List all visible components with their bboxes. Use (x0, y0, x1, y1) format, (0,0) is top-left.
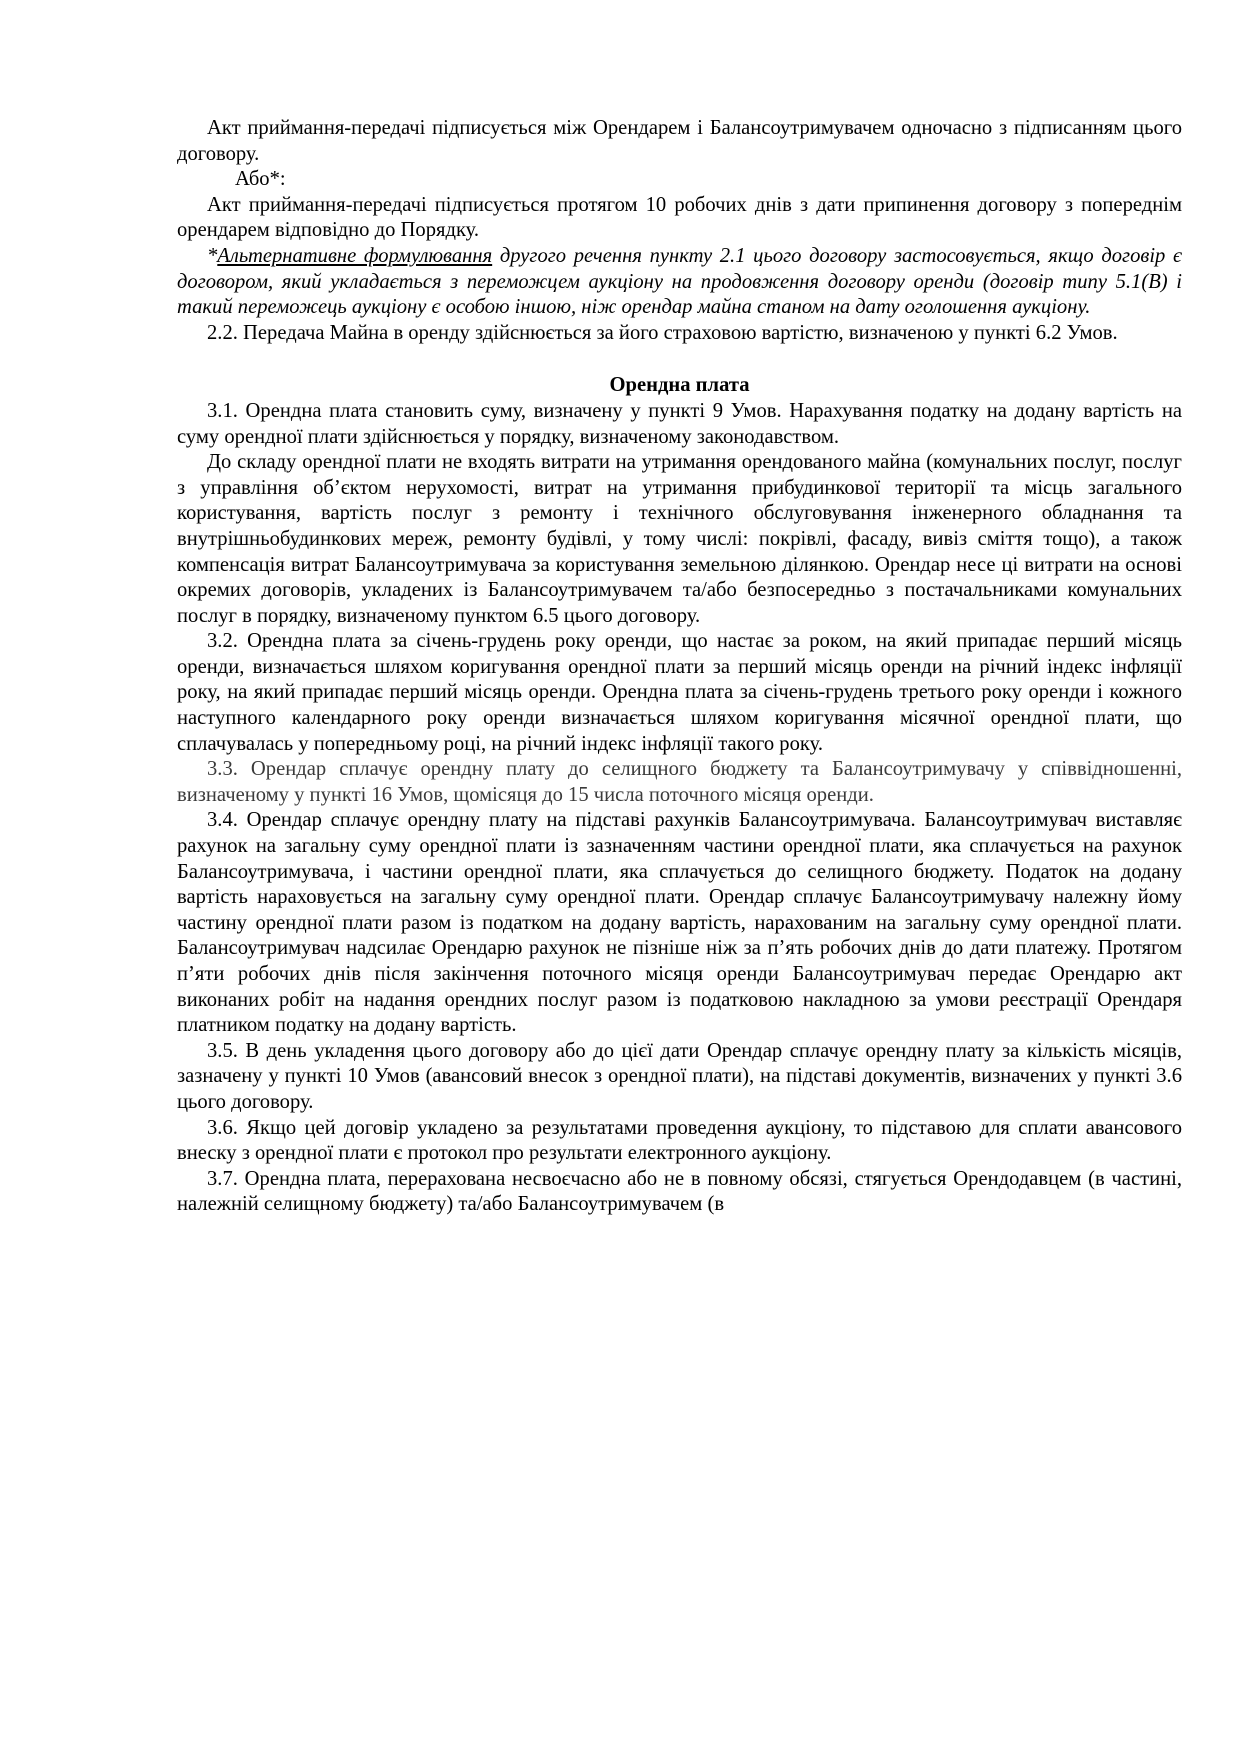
section-title-rent: Орендна плата (609, 374, 750, 397)
paragraph-3-5: 3.5. В день укладення цього договору або до цієї дати Орендар сплачує орендну плату за кількість місяців, зазначену у пункті 10 Умов (авансовий внесок з орендної плати), на підставі документів, визначених у пункті 3.6 цього договору. (177, 1039, 1182, 1113)
footnote-alternative-wording (177, 244, 1182, 321)
paragraph-3-4: 3.4. Орендар сплачує орендну плату на підставі рахунків Балансоутримувача. Балансоутримувач виставляє рахунок на загальну суму орендної плати із зазначенням частини орендної плати, яка сплачується на рахунок Балансоутримувача, і частини орендної плати, яка сплачується до селищного бюджету. Податок на додану вартість нараховується на загальну суму орендної плати. Орендар сплачує Балансоутримувачу належну йому частину орендної плати разом із податком на додану вартість, нарахованим на загальну суму орендної плати. Балансоутримувач надсилає Орендарю рахунок не пізніше ніж за п’ять робочих днів до дати платежу. Протягом п’яти робочих днів після закінчення поточного місяця оренди Балансоутримувач передає Орендарю акт виконаних робіт на надання орендних послуг разом із податковою накладною за умови реєстрації Орендаря платником податку на додану вартість. (177, 809, 1182, 1037)
footnote-star: * (207, 244, 218, 267)
paragraph-2-2: 2.2. Передача Майна в оренду здійснюється за його страховою вартістю, визначеною у пункті 6.2 Умов. (207, 321, 1118, 344)
paragraph-3-1-expenses: До складу орендної плати не входять витрати на утримання орендованого майна (комунальних послуг, послуг з управління об’єктом нерухомості, витрат на утримання прибудинкової території та місць загального користування, вартість послуг з ремонту і технічного обслуговування інженерного обладнання та внутрішньобудинкових мереж, ремонту будівлі, у тому числі: покрівлі, фасаду, вивіз сміття тощо), а також компенсація витрат Балансоутримувача за користування земельною ділянкою. Орендар несе ці витрати на основі окремих договорів, укладених із Балансоутримувачем та/або безпосередньо з постачальниками комунальних послуг в порядку, визначеному пунктом 6.5 цього договору. (177, 451, 1182, 627)
paragraph-3-3: 3.3. Орендар сплачує орендну плату до селищного бюджету та Балансоутримувачу у співвідношенні, визначеному у пункті 16 Умов, щомісяця до 15 числа поточного місяця оренди. (177, 758, 1182, 806)
paragraph-act-signing-simultaneous: Акт приймання-передачі підписується між Орендарем і Балансоутримувачем одночасно з підписанням цього договору. (177, 117, 1182, 165)
paragraph-3-1: 3.1. Орендна плата становить суму, визначену у пункті 9 Умов. Нарахування податку на додану вартість на суму орендної плати здійснюється у порядку, визначеному законодавством. (177, 399, 1182, 448)
document-page (177, 116, 1182, 1218)
footnote-text: другого речення пункту 2.1 цього договору застосовується, якщо договір є договором, який укладається з переможцем аукціону на продовження договору оренди (договір типу 5.1(В) і такий переможець аукціону є особою іншою, ніж орендар майна станом на дату оголошення аукціону. (177, 244, 1182, 319)
paragraph-3-7: 3.7. Орендна плата, перерахована несвоєчасно або не в повному обсязі, стягується Орендодавцем (в частині, належній селищному бюджету) та/або Балансоутримувачем (в (177, 1167, 1182, 1216)
paragraph-act-signing-10-days: Акт приймання-передачі підписується протягом 10 робочих днів з дати припинення договору з попереднім орендарем відповідно до Порядку. (177, 193, 1182, 242)
footnote-underlined-term: Альтернативне формулювання (217, 244, 493, 267)
paragraph-3-2: 3.2. Орендна плата за січень-грудень року оренди, що настає за роком, на який припадає перший місяць оренди, визначається шляхом коригування орендної плати за перший місяць оренди на річний індекс інфляції року, на який припадає перший місяць оренди. Орендна плата за січень-грудень третього року оренди і кожного наступного календарного року оренди визначається шляхом коригування місячної орендної плати, що сплачувалась у попередньому році, на річний індекс інфляції такого року. (177, 630, 1182, 755)
paragraph-or: Або*: (235, 168, 286, 191)
paragraph-3-6: 3.6. Якщо цей договір укладено за результатами проведення аукціону, то підставою для сплати авансового внеску з орендної плати є протокол про результати електронного аукціону. (177, 1116, 1182, 1165)
